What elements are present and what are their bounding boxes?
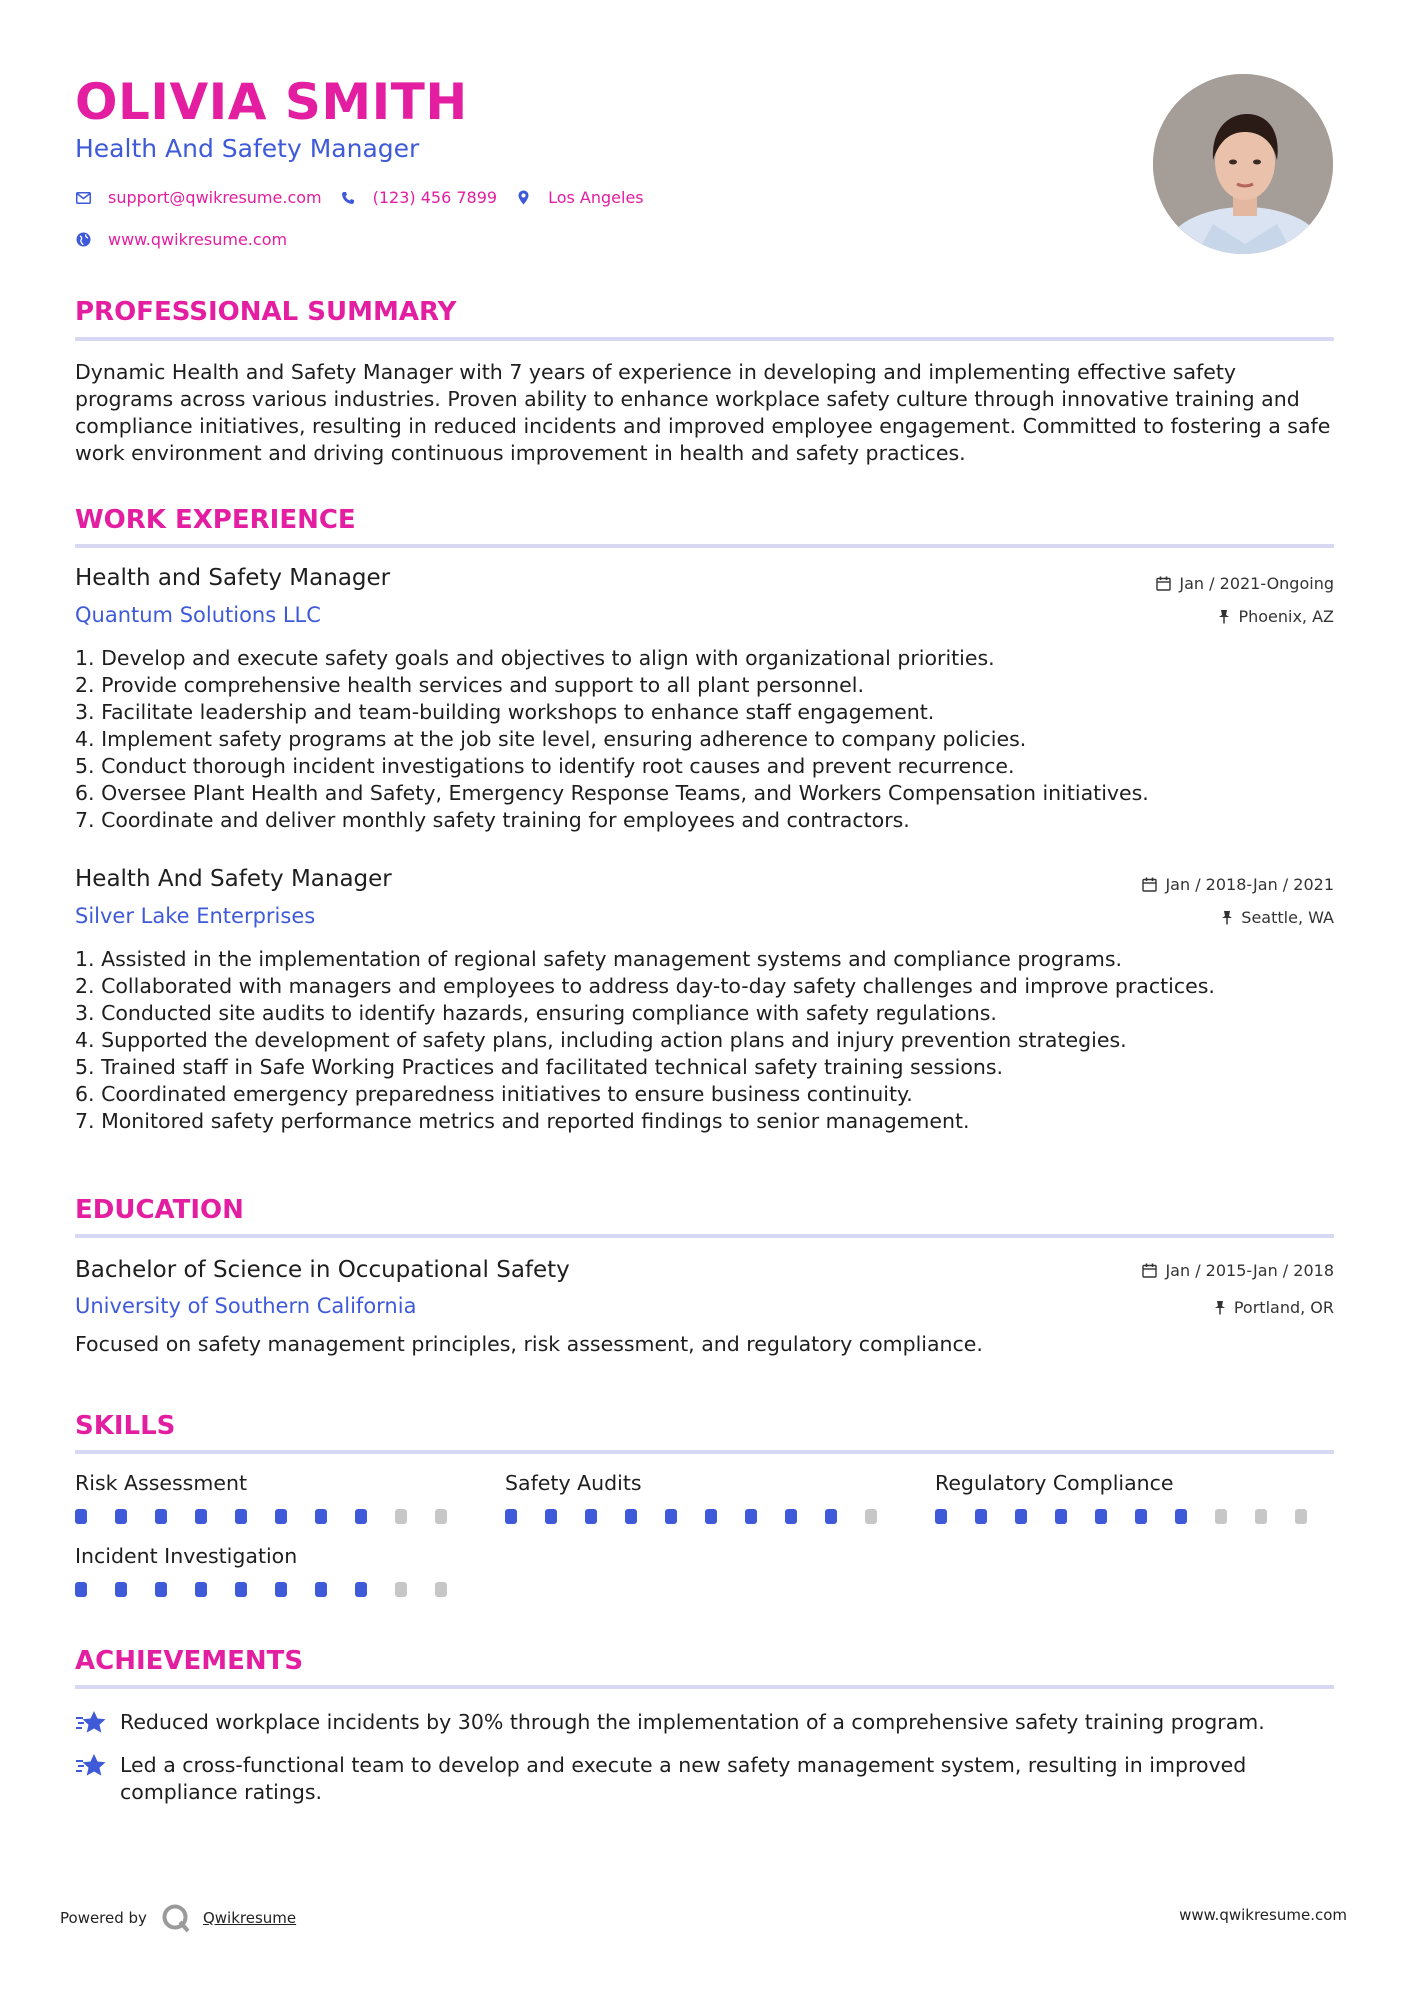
job-title: Health and Safety Manager [75,565,391,591]
star-badge-icon [75,1752,107,1780]
location-text: Los Angeles [548,188,644,207]
list-item: 2. Collaborated with managers and employees to address day-to-day safety challenges and improve practices. [75,974,1215,998]
achievement-text: Reduced workplace incidents by 30% through the implementation of a comprehensive safety training program. [120,1710,1265,1734]
map-pin-icon [515,190,531,206]
calendar-icon [1156,576,1171,591]
skill-dot-filled [155,1582,167,1597]
skills-divider [75,1450,1334,1454]
company-name: Silver Lake Enterprises [75,904,316,928]
experience-heading: WORK EXPERIENCE [75,505,356,535]
email-text[interactable]: support@qwikresume.com [108,188,322,207]
website-item[interactable] [75,230,287,249]
skill-dot-filled [975,1509,987,1524]
list-item: 5. Trained staff in Safe Working Practices and facilitated technical safety training sessions. [75,1055,1004,1079]
location-item [515,188,644,207]
profile-photo [1153,74,1333,254]
skill-dot-filled [195,1582,207,1597]
skill-item [75,1471,475,1524]
skill-dot-empty [1215,1509,1227,1524]
education-location [1214,1298,1334,1317]
list-item: 3. Conducted site audits to identify hazards, ensuring compliance with safety regulations. [75,1001,997,1025]
skill-dot-filled [705,1509,717,1524]
skill-dot-filled [785,1509,797,1524]
skill-dot-filled [825,1509,837,1524]
contact-row [75,188,662,207]
list-item: 4. Implement safety programs at the job site level, ensuring adherence to company policies. [75,727,1027,751]
skill-dot-filled [1055,1509,1067,1524]
job-duties-list [75,645,1334,834]
candidate-title: Health And Safety Manager [75,134,420,163]
skill-dot-empty [1255,1509,1267,1524]
skill-dot-filled [315,1509,327,1524]
star-badge-icon [75,1709,107,1737]
skill-dot-empty [395,1509,407,1524]
list-item: 6. Oversee Plant Health and Safety, Emergency Response Teams, and Workers Compensation initiatives. [75,781,1149,805]
powered-by-label: Powered by [60,1909,147,1927]
skill-dot-filled [1015,1509,1027,1524]
skill-dot-filled [935,1509,947,1524]
skill-name: Incident Investigation [75,1544,298,1568]
list-item: 7. Monitored safety performance metrics and reported findings to senior management. [75,1109,970,1133]
summary-text: Dynamic Health and Safety Manager with 7 years of experience in developing and implementing effective safety programs across various industries. Proven ability to enhance workplace safety culture through innovative training and compliance initiatives, resulting in reduced incidents and improved employee engagement. Committed to fostering a safe work environment and driving continuous improvement in health and safety practices. [75,360,1331,465]
skill-dot-empty [865,1509,877,1524]
skill-rating [935,1509,1335,1524]
pushpin-icon [1221,910,1233,925]
job-dates-text: Jan / 2018-Jan / 2021 [1165,875,1334,894]
list-item: 2. Provide comprehensive health services and support to all plant personnel. [75,673,864,697]
job-location-text: Phoenix, AZ [1238,607,1334,626]
skill-dot-filled [665,1509,677,1524]
skill-rating [505,1509,905,1524]
education-divider [75,1234,1334,1238]
calendar-icon [1142,877,1157,892]
skill-name: Regulatory Compliance [935,1471,1174,1495]
globe-icon [75,232,91,248]
skill-dot-filled [315,1582,327,1597]
education-heading: EDUCATION [75,1195,244,1225]
achievement-item [75,1752,1334,1806]
achievement-item [75,1709,1334,1737]
skill-dot-empty [435,1509,447,1524]
experience-divider [75,544,1334,548]
skill-dot-filled [155,1509,167,1524]
brand-link[interactable]: Qwikresume [202,1909,297,1927]
achievement-text: Led a cross-functional team to develop and execute a new safety management system, resulting in improved compliance ratings. [120,1753,1247,1804]
achievements-divider [75,1685,1334,1689]
skill-dot-filled [115,1582,127,1597]
email-item[interactable] [75,188,322,207]
envelope-icon [75,190,91,206]
skill-dot-filled [275,1509,287,1524]
list-item: 7. Coordinate and deliver monthly safety training for employees and contractors. [75,808,910,832]
job-title: Health And Safety Manager [75,866,392,892]
footer-powered-by [60,1903,296,1933]
achievements-heading: ACHIEVEMENTS [75,1646,304,1676]
phone-text[interactable]: (123) 456 7899 [372,188,498,207]
skill-dot-filled [545,1509,557,1524]
job-dates [1142,875,1334,894]
job-location [1221,908,1334,927]
education-location-text: Portland, OR [1233,1298,1334,1317]
skill-dot-filled [355,1509,367,1524]
job-location [1218,607,1334,626]
phone-icon [340,190,356,206]
skill-dot-filled [235,1582,247,1597]
skill-dot-filled [115,1509,127,1524]
skill-dot-filled [75,1509,87,1524]
education-dates [1142,1261,1334,1280]
skill-dot-empty [435,1582,447,1597]
list-item: 1. Develop and execute safety goals and objectives to align with organizational priorities. [75,646,995,670]
skill-dot-filled [625,1509,637,1524]
skill-dot-filled [355,1582,367,1597]
skill-dot-empty [1295,1509,1307,1524]
summary-heading: PROFESSIONAL SUMMARY [75,297,457,327]
list-item: 6. Coordinated emergency preparedness initiatives to ensure business continuity. [75,1082,913,1106]
job-location-text: Seattle, WA [1241,908,1334,927]
skill-dot-filled [195,1509,207,1524]
skill-dot-filled [745,1509,757,1524]
skill-dot-filled [275,1582,287,1597]
website-row [75,230,305,249]
footer-website[interactable]: www.qwikresume.com [1179,1906,1347,1924]
education-description: Focused on safety management principles, risk assessment, and regulatory compliance. [75,1332,983,1356]
candidate-name: OLIVIA SMITH [75,73,468,131]
education-dates-text: Jan / 2015-Jan / 2018 [1165,1261,1334,1280]
skill-dot-filled [505,1509,517,1524]
phone-item[interactable] [340,188,497,207]
job-dates-text: Jan / 2021-Ongoing [1179,574,1334,593]
qwikresume-logo-icon [161,1903,191,1933]
list-item: 5. Conduct thorough incident investigations to identify root causes and prevent recurrence. [75,754,1015,778]
skill-item [505,1471,905,1524]
summary-divider [75,337,1334,341]
calendar-icon [1142,1263,1157,1278]
pushpin-icon [1218,609,1230,624]
job-dates [1156,574,1334,593]
pushpin-icon [1214,1300,1226,1315]
skill-dot-filled [1095,1509,1107,1524]
website-text[interactable]: www.qwikresume.com [108,230,288,249]
job-duties-list [75,946,1334,1135]
skill-dot-filled [235,1509,247,1524]
list-item: 4. Supported the development of safety plans, including action plans and injury prevention strategies. [75,1028,1127,1052]
skills-heading: SKILLS [75,1411,176,1441]
skill-dot-empty [395,1582,407,1597]
company-name: Quantum Solutions LLC [75,603,321,627]
skill-dot-filled [1135,1509,1147,1524]
school-name: University of Southern California [75,1294,417,1318]
skill-dot-filled [585,1509,597,1524]
skill-name: Risk Assessment [75,1471,247,1495]
skill-rating [75,1582,475,1597]
skill-dot-filled [75,1582,87,1597]
list-item: 1. Assisted in the implementation of regional safety management systems and compliance programs. [75,947,1123,971]
list-item: 3. Facilitate leadership and team-building workshops to enhance staff engagement. [75,700,935,724]
skill-rating [75,1509,475,1524]
skill-dot-filled [1175,1509,1187,1524]
skill-name: Safety Audits [505,1471,642,1495]
skill-item [75,1544,475,1597]
skill-item [935,1471,1335,1524]
degree-title: Bachelor of Science in Occupational Safety [75,1257,570,1283]
